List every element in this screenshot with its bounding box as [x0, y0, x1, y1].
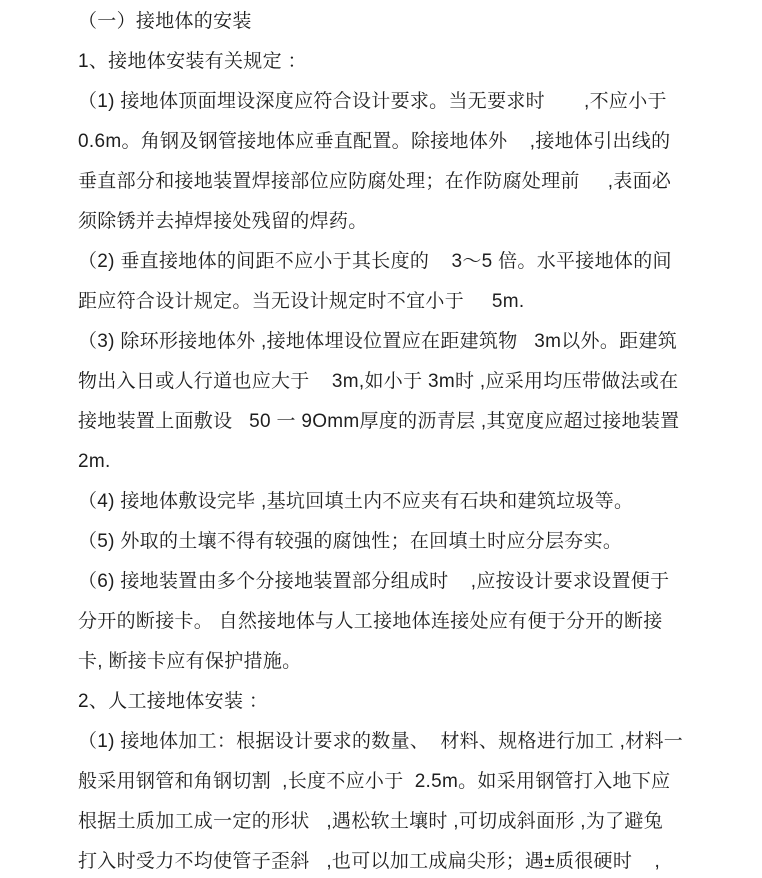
paragraph-line: 距应符合设计规定。当无设计规定时不宜小于 5m.	[78, 291, 525, 312]
section-heading: 1、接地体安装有关规定 ：	[78, 51, 307, 72]
paragraph-line: 分开的断接卡。 自然接地体与人工接地体连接处应有便于分开的断接	[78, 611, 663, 632]
paragraph-line: 卡, 断接卡应有保护措施。	[78, 651, 302, 672]
paragraph-line: （1) 接地体加工：根据设计要求的数量、 材料、规格进行加工 ,材料一	[78, 731, 684, 752]
paragraph-line: 0.6m。角钢及钢管接地体应垂直配置。除接地体外 ,接地体引出线的	[78, 131, 671, 152]
paragraph-line: （2) 垂直接地体的间距不应小于其长度的 3～5 倍。水平接地体的间	[78, 251, 672, 272]
paragraph-line: （6) 接地装置由多个分接地装置部分组成时 ,应按设计要求设置便于	[78, 571, 670, 592]
paragraph-line: 般采用钢管和角钢切割 ,长度不应小于 2.5m。如采用钢管打入地下应	[78, 771, 671, 792]
paragraph-line: （5) 外取的土壤不得有较强的腐蚀性；在回填土时应分层夯实。	[78, 531, 623, 552]
paragraph-line: 垂直部分和接地装置焊接部位应防腐处理；在作防腐处理前 ,表面必	[78, 171, 672, 192]
paragraph-line: 打入时受力不均使管子歪斜 ,也可以加工成扁尖形；遇±质很硬时 ,	[78, 851, 661, 872]
paragraph-line: （4) 接地体敷设完毕 ,基坑回填土内不应夹有石块和建筑垃圾等。	[78, 491, 634, 512]
section-heading: 2、人工接地体安装 ：	[78, 691, 269, 712]
paragraph-line: 接地装置上面敷设 50 一 9Omm厚度的沥青层 ,其宽度应超过接地装置	[78, 411, 680, 432]
paragraph-line: 须除锈并去掉焊接处残留的焊药。	[78, 211, 368, 232]
paragraph-line: （1) 接地体顶面埋设深度应符合设计要求。当无要求时 ,不应小于	[78, 91, 667, 112]
paragraph-line: （3) 除环形接地体外 ,接地体埋设位置应在距建筑物 3m以外。距建筑	[78, 331, 678, 352]
paragraph-line: 根据土质加工成一定的形状 ,遇松软土壤时 ,可切成斜面形 ,为了避兔	[78, 811, 664, 832]
document-title: （一）接地体的安装	[78, 11, 252, 32]
paragraph-line: 2m.	[78, 451, 111, 472]
paragraph-line: 物出入日或人行道也应大于 3m,如小于 3m时 ,应采用均压带做法或在	[78, 371, 679, 392]
